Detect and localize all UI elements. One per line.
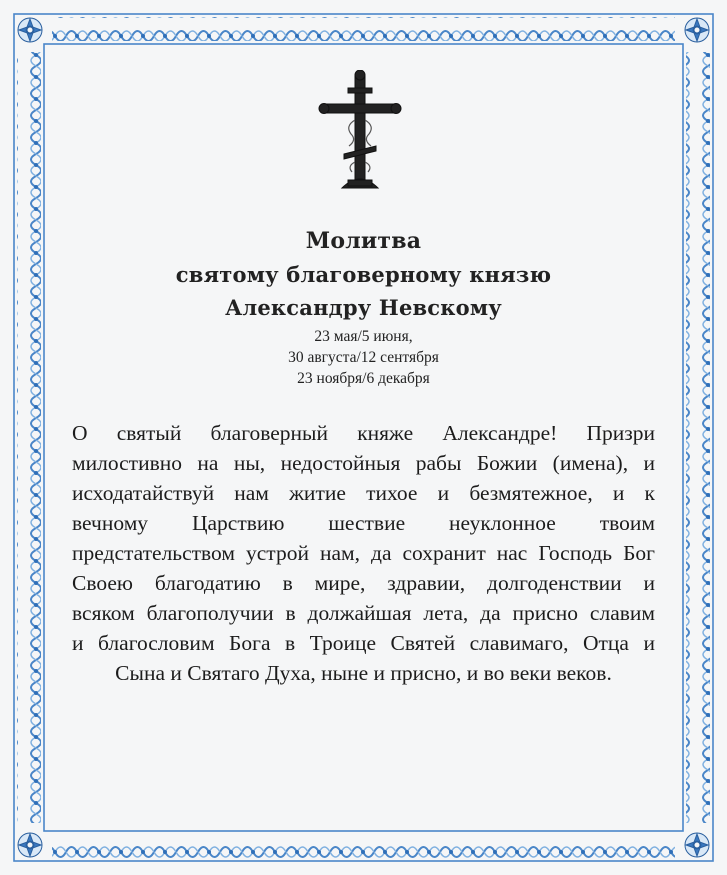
prayer-line: всяком благополучии в должайшая лета, да присно славим <box>72 601 655 625</box>
prayer-subtitle: святому благоверному князю <box>175 262 552 287</box>
prayer-line: предстательством устрой нам, да сохранит нас Господь Бог <box>72 541 655 565</box>
orthodox-cross-icon <box>318 70 402 194</box>
feast-date: 30 августа/12 сентября <box>288 349 439 366</box>
prayer-line: Своею благодатию в мире, здравии, долгоденствии и <box>72 571 655 595</box>
feast-date: 23 мая/5 июня, <box>314 328 413 345</box>
prayer-line: О святый благоверный княже Александре! Призри <box>72 421 655 445</box>
feast-date: 23 ноября/6 декабря <box>297 370 430 387</box>
prayer-line: вечному Царствию шествие неуклонное твоим <box>72 511 655 535</box>
prayer-line: и благословим Бога в Троице Святей славимаго, Отца и <box>72 631 655 655</box>
prayer-line: исходатайствуй нам житие тихое и безмятежное, и к <box>72 481 655 505</box>
prayer-line: милостивно на ны, недостойныя рабы Божии (имена), и <box>72 451 655 475</box>
feast-dates <box>0 326 727 389</box>
prayer-text <box>72 418 655 688</box>
prayer-title: Молитва <box>305 228 422 254</box>
prayer-saint-name: Александру Невскому <box>225 295 502 320</box>
prayer-line: Сына и Святаго Духа, ныне и присно, и во веки веков. <box>115 661 612 685</box>
